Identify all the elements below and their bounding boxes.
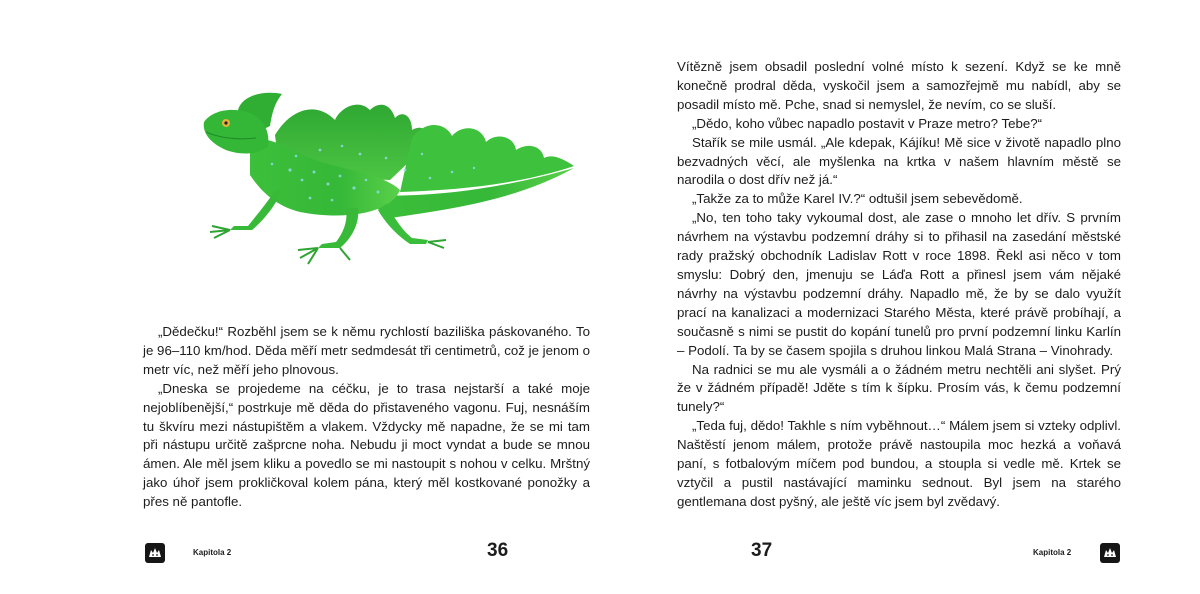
chapter-label: Kapitola 2: [193, 548, 232, 557]
paragraph: Vítězně jsem obsadil poslední volné místo k sezení. Když se ke mně konečně prodral děda, vyskočil jsem a samozřejmě mu nabídl, aby se posadil místo mě. Pche, snad si nemyslel, že nevím, co se sluší.: [677, 59, 1121, 112]
paragraph: „Dědo, koho vůbec napadlo postavit v Praze metro? Tebe?“: [692, 115, 1043, 131]
paragraph: „Dědečku!“ Rozběhl jsem se k němu rychlostí baziliška páskovaného. To je 96–110 km/hod. Děda měří metr sedmdesát tři centimetrů, což je jenom o metr víc, než měří jeho plnovous.: [143, 324, 590, 377]
paragraph: Na radnici se mu ale vysmáli a o žádném metru nechtěli ani slyšet. Prý že v žádném případě! Jděte s tím k šípku. Prosím vás, k čemu podzemní tunely?“: [677, 361, 1121, 415]
left-text-block: [143, 323, 590, 512]
basilisk-lizard-illustration: [190, 80, 590, 280]
paragraph: Stařík se mile usmál. „Ale kdepak, Kájíku! Mě sice v životě napadlo plno bezvadných věcí, ale myšlenka na krtka v našem hlavním městě se narodila o dost dřív než já.“: [677, 134, 1121, 188]
dragon-head-icon: [1100, 543, 1120, 563]
dragon-head-icon: [145, 543, 165, 563]
page-number: 36: [487, 540, 509, 561]
paragraph: „Dneska se projedeme na céčku, je to trasa nejstarší a také moje nejoblíbenější,“ postrkuje mě děda do přistaveného vagonu. Fuj, nesnáším tu škvíru mezi nástupištěm a vlakem. Vždycky mě napadne, že se mi tam při nástupu určitě zašprcne noha. Nebudu ji moct vyndat a bude se mnou ámen. Ale měl jsem kliku a povedlo se mi nastoupit s nohou v celku. Mrštný jako úhoř jsem prokličkoval kolem pána, který měl kostkované ponožky a přes ně pantofle.: [143, 380, 590, 510]
paragraph: „Teda fuj, dědo! Takhle s ním vyběhnout…“ Málem jsem si vzteky odplivl. Naštěstí jenom málem, protože právě nastoupila moc hezká a voňavá paní, s fotbalovým míčem pod bundou, a stoupla si vedle mě. Krtek se vztyčil a pustil nastávající maminku sednout. Byl jsem na starého gentlemana dost pyšný, ale ještě víc jsem byl zvědavý.: [677, 418, 1121, 509]
chapter-label: Kapitola 2: [1033, 548, 1072, 557]
paragraph: „No, ten toho taky vykoumal dost, ale zase o mnoho let dřív. S prvním návrhem na výstavbu podzemní dráhy si to přihasil na zasedání městské rady pražský obchodník Ladislav Rott v roce 1898. Řekl asi něco v tom smyslu: Dobrý den, jmenuju se Láďa Rott a přinesl jsem vám nějaké návrhy na výstavbu podzemní dráhy. Napadlo mě, že by se dalo využít prací na kanalizaci a modernizaci Starého Města, které právě probíhají, a současně s nimi se pustit do kopání tunelů pro první podzemní linku Karlín – Podolí. Ta by se časem spojila s druhou linkou Malá Strana – Vinohrady.: [677, 210, 1121, 358]
paragraph: „Takže za to může Karel IV.?“ odtušil jsem sebevědomě.: [692, 191, 1023, 207]
right-page: [600, 0, 1200, 594]
right-text-block: [677, 58, 1121, 512]
page-number: 37: [751, 540, 773, 561]
